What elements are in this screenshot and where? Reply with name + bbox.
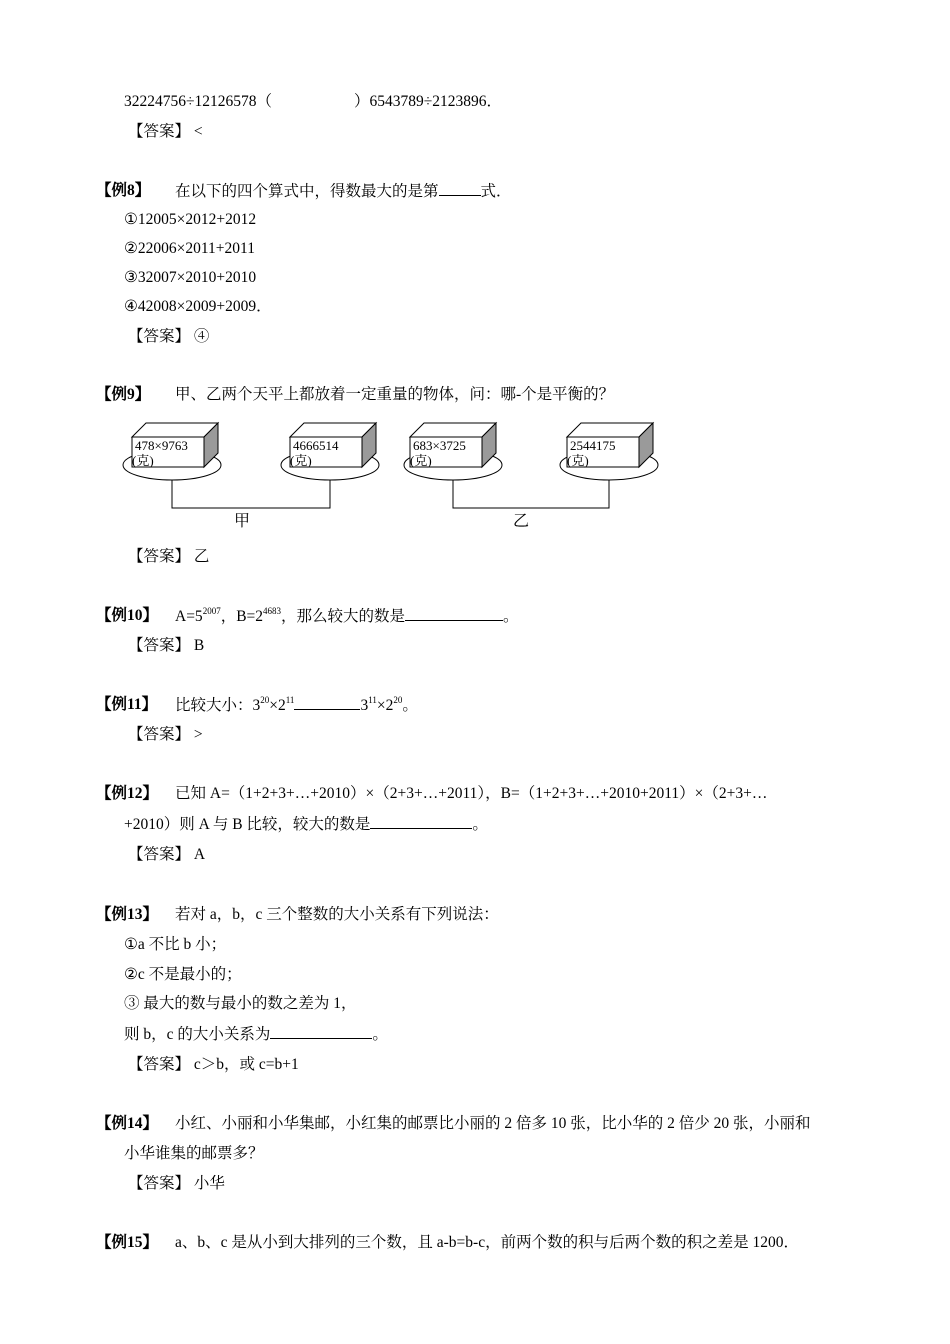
scale-label-yi: 乙 bbox=[513, 511, 530, 530]
example-10-tag: 【例10】 bbox=[96, 607, 159, 624]
question-text: 比较大小： bbox=[175, 697, 253, 714]
answer-label: 【答案】 bbox=[128, 846, 191, 863]
example-13-question: 若对 a，b，c 三个整数的大小关系有下列说法： bbox=[175, 906, 499, 923]
example-13-statement-3: ③ 最大的数与最小的数之差为 1， bbox=[124, 995, 357, 1012]
answer-label: 【答案】 bbox=[128, 328, 191, 345]
example-8-option-1: ①12005×2012+2012 bbox=[124, 211, 257, 228]
example-9-tag: 【例9】 bbox=[96, 386, 151, 403]
right-exponent-1: 11 bbox=[368, 695, 377, 705]
power-b-exponent: 4683 bbox=[263, 606, 282, 616]
example-13-answer bbox=[128, 1055, 299, 1075]
period: 。 bbox=[402, 697, 418, 714]
example-9-question: 甲、乙两个天平上都放着一定重量的物体，问：哪-个是平衡的？ bbox=[175, 386, 615, 403]
question-text: 则 b，c 的大小关系为 bbox=[124, 1026, 271, 1043]
left-exponent-2: 11 bbox=[285, 695, 295, 705]
period: 。 bbox=[503, 608, 519, 625]
box-label-3: 683×3725 bbox=[413, 438, 466, 453]
example-11-answer bbox=[128, 725, 203, 745]
scale-label-jia: 甲 bbox=[234, 511, 251, 530]
answer-value: < bbox=[193, 123, 203, 140]
example-12-answer bbox=[128, 845, 205, 865]
period: 。 bbox=[372, 1026, 388, 1043]
box-unit-3: (克) bbox=[410, 453, 432, 468]
balance-scales-figure bbox=[120, 415, 660, 535]
example-8-option-2: ②22006×2011+2011 bbox=[124, 240, 255, 257]
example-15-tag: 【例15】 bbox=[96, 1234, 159, 1251]
box-label-4: 2544175 bbox=[570, 438, 616, 453]
example-14-tag: 【例14】 bbox=[96, 1115, 159, 1132]
answer-value: > bbox=[193, 726, 203, 743]
power-a-base: A=5 bbox=[175, 608, 203, 625]
example-13-tag: 【例13】 bbox=[96, 906, 159, 923]
box-unit-1: (克) bbox=[132, 453, 154, 468]
expr-right: ）6543789÷2123896． bbox=[354, 93, 503, 110]
box-label-1: 478×9763 bbox=[135, 438, 188, 453]
period: 。 bbox=[472, 816, 488, 833]
power-b-base: ，B=2 bbox=[220, 608, 264, 625]
answer-label: 【答案】 bbox=[128, 726, 191, 743]
box-unit-2: (克) bbox=[290, 453, 312, 468]
answer-blank bbox=[405, 606, 503, 621]
answer-label: 【答案】 bbox=[128, 637, 191, 654]
question-text: 在以下的四个算式中，得数最大的是第 bbox=[175, 183, 439, 200]
answer-label: 【答案】 bbox=[128, 1175, 191, 1192]
example-13-statement-1: ①a 不比 b 小； bbox=[124, 936, 227, 953]
example-15-question-line-1: a、b、c 是从小到大排列的三个数，且 a-b=b-c，前两个数的积与后两个数的积之差是 1200． bbox=[175, 1234, 799, 1251]
example-11-tag: 【例11】 bbox=[96, 696, 158, 713]
example-11-question bbox=[175, 695, 418, 716]
answer-value: 小华 bbox=[193, 1175, 225, 1192]
answer-label: 【答案】 bbox=[128, 548, 191, 565]
answer-blank bbox=[370, 814, 472, 829]
example-13-statement-2: ②c 不是最小的； bbox=[124, 966, 242, 983]
intro-answer bbox=[128, 122, 203, 142]
right-base-2: ×2 bbox=[376, 697, 394, 714]
box-label-2: 4666514 bbox=[293, 438, 339, 453]
question-text: +2010）则 A 与 B 比较，较大的数是 bbox=[124, 816, 371, 833]
example-8-option-4: ④42008×2009+2009． bbox=[124, 298, 272, 315]
left-base-1: 3 bbox=[252, 697, 261, 714]
example-12-tag: 【例12】 bbox=[96, 785, 159, 802]
answer-label: 【答案】 bbox=[128, 1056, 191, 1073]
answer-value: A bbox=[193, 846, 206, 863]
example-8-option-3: ③32007×2010+2010 bbox=[124, 269, 257, 286]
example-14-question-line-1: 小红、小丽和小华集邮，小红集的邮票比小丽的 2 倍多 10 张，比小华的 2 倍少 20 张，小丽和 bbox=[175, 1115, 811, 1132]
question-text: ，那么较大的数是 bbox=[281, 608, 406, 625]
example-14-answer bbox=[128, 1174, 225, 1194]
example-10-question bbox=[175, 606, 519, 627]
example-8-tag: 【例8】 bbox=[96, 182, 151, 199]
answer-value: ④ bbox=[193, 328, 210, 345]
answer-value: c＞b，或 c=b+1 bbox=[193, 1056, 299, 1073]
example-14-question-line-2: 小华谁集的邮票多？ bbox=[124, 1145, 264, 1162]
scale-beam-yi bbox=[453, 480, 609, 508]
answer-value: 乙 bbox=[193, 548, 210, 565]
answer-blank bbox=[439, 181, 481, 196]
answer-value: B bbox=[193, 637, 205, 654]
example-12-question-line-2 bbox=[124, 814, 488, 835]
answer-blank bbox=[294, 695, 360, 710]
example-10-answer bbox=[128, 636, 204, 656]
answer-blank bbox=[270, 1024, 372, 1039]
example-12-question-line-1: 已知 A=（1+2+3+…+2010）×（2+3+…+2011），B=（1+2+3+…+2010+2011）×（2+3+… bbox=[175, 785, 768, 802]
example-8-answer bbox=[128, 327, 209, 347]
intro-expression bbox=[124, 92, 502, 112]
example-8-question bbox=[175, 181, 512, 202]
left-base-2: ×2 bbox=[269, 697, 286, 714]
expr-left: 32224756÷12126578（ bbox=[124, 93, 273, 110]
example-13-conclusion bbox=[124, 1024, 388, 1045]
power-a-exponent: 2007 bbox=[202, 606, 221, 616]
left-exponent-1: 20 bbox=[260, 695, 270, 705]
box-unit-4: (克) bbox=[567, 453, 589, 468]
example-9-answer bbox=[128, 547, 209, 567]
right-exponent-2: 20 bbox=[393, 695, 403, 705]
scale-beam-jia bbox=[172, 480, 330, 508]
right-base-1: 3 bbox=[360, 697, 369, 714]
answer-label: 【答案】 bbox=[128, 123, 191, 140]
question-end: 式． bbox=[480, 183, 512, 200]
